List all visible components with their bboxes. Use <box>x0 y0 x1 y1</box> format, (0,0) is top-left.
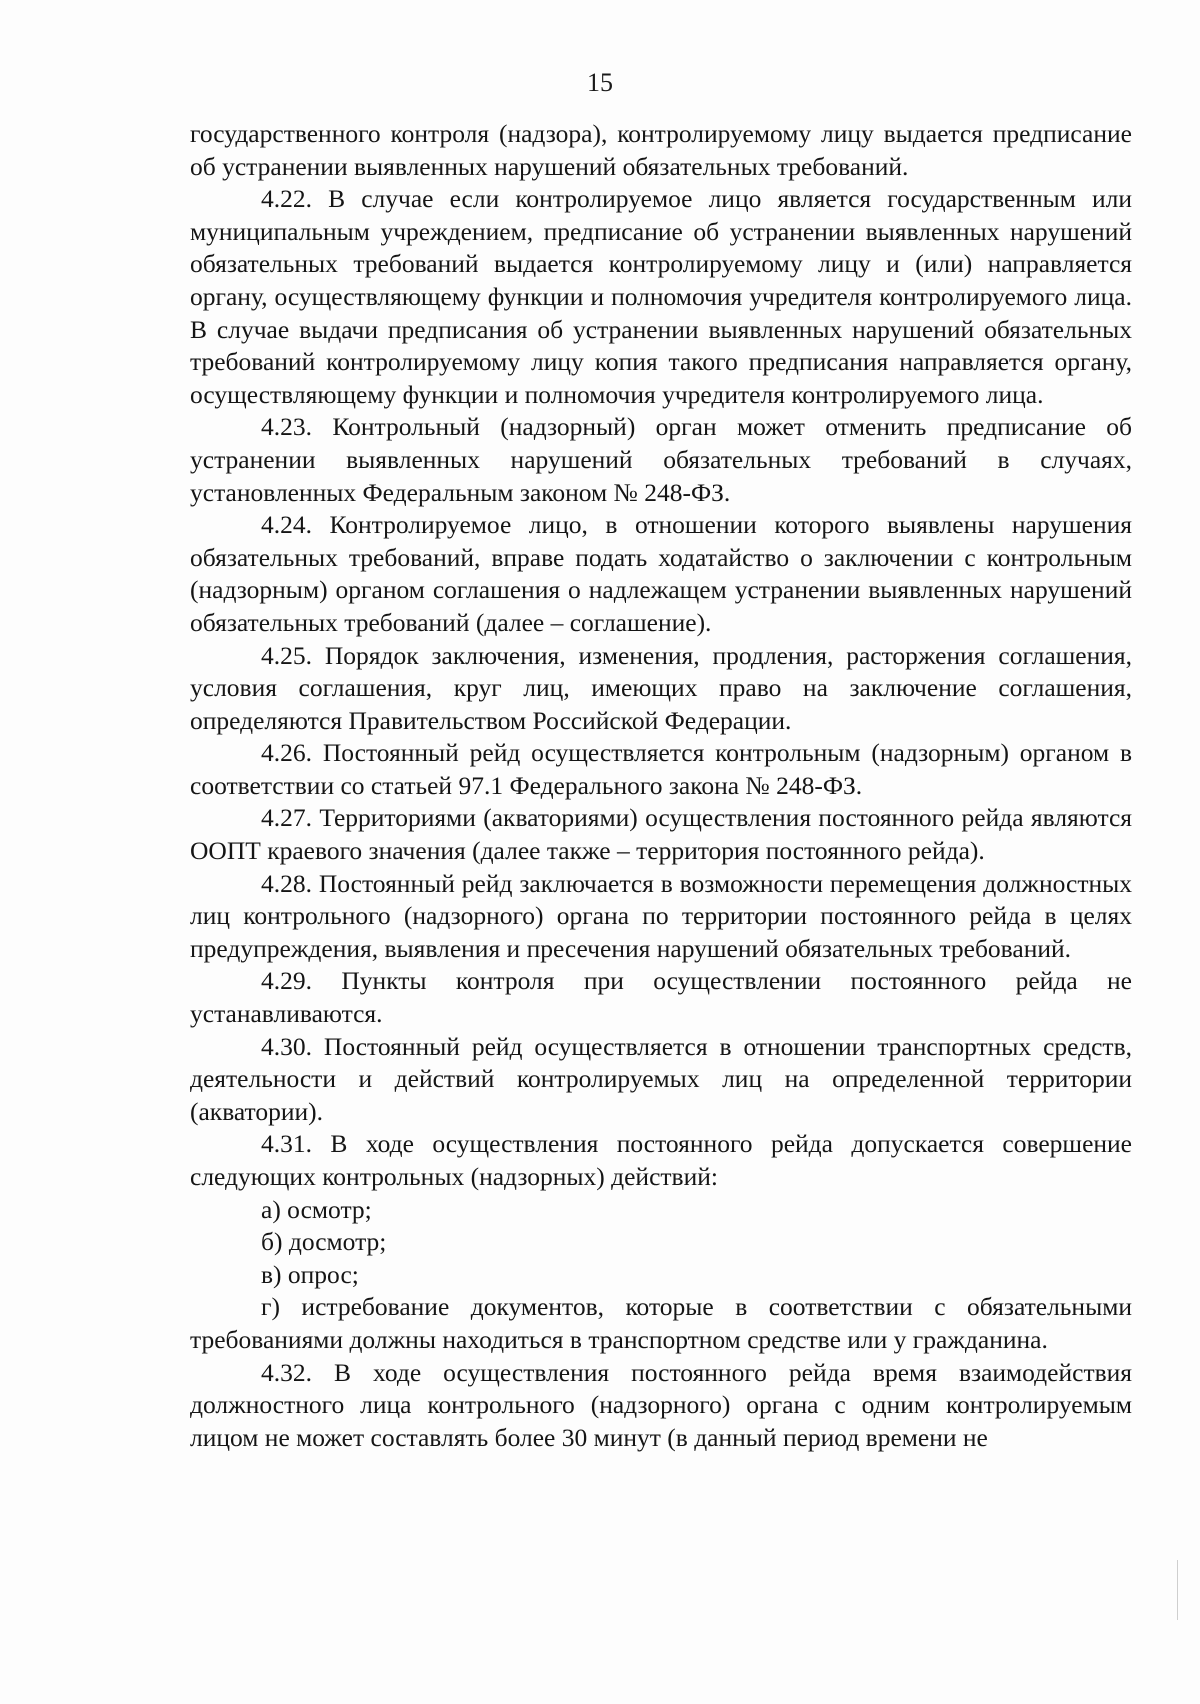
page-number: 15 <box>587 68 613 97</box>
list-item-v: в) опрос; <box>261 1259 359 1289</box>
paragraph-4-25: 4.25. Порядок заключения, изменения, продления, расторжения соглашения, условия соглашения, круг лиц, имеющих право на заключение соглашения, определяются Правительством Российской Федерации. <box>190 640 1132 735</box>
paragraph-4-30: 4.30. Постоянный рейд осуществляется в отношении транспортных средств, деятельности и действий контролируемых лиц на определенной территории (акватории). <box>190 1031 1132 1126</box>
scan-edge-mark <box>1177 1560 1178 1620</box>
list-item-g: г) истребование документов, которые в соответствии с обязательными требованиями должны находиться в транспортном средстве или у гражданина. <box>190 1292 1132 1354</box>
list-item-a: а) осмотр; <box>261 1194 372 1224</box>
paragraph-4-28: 4.28. Постоянный рейд заключается в возможности перемещения должностных лиц контрольного (надзорного) органа по территории постоянного рейда в целях предупреждения, выявления и пресечения нарушений обязательных требований. <box>190 868 1132 963</box>
paragraph-4-22: 4.22. В случае если контролируемое лицо является государственным или муниципальным учреждением, предписание об устранении выявленных нарушений обязательных требований выдается контролируемому лицу и (или) направляется органу, осуществляющему функции и полномочия учредителя контролируемого лица. В случае выдачи предписания об устранении выявленных нарушений обязательных требований контролируемому лицу копия такого предписания направляется органу, осуществляющему функции и полномочия учредителя контролируемого лица. <box>190 184 1132 409</box>
list-item-b: б) досмотр; <box>261 1227 387 1257</box>
paragraph-4-24: 4.24. Контролируемое лицо, в отношении которого выявлены нарушения обязательных требований, вправе подать ходатайство о заключении с контрольным (надзорным) органом соглашения о надлежащем устранении выявленных нарушений обязательных требований (далее – соглашение). <box>190 510 1132 637</box>
paragraph-4-29: 4.29. Пункты контроля при осуществлении постоянного рейда не устанавливаются. <box>190 966 1132 1029</box>
paragraph-continuation: государственного контроля (надзора), контролируемому лицу выдается предписание об устранении выявленных нарушений обязательных требований. <box>190 119 1132 181</box>
document-body <box>190 118 1132 1454</box>
paragraph-4-23: 4.23. Контрольный (надзорный) орган может отменить предписание об устранении выявленных нарушений обязательных требований в случаях, установленных Федеральным законом № 248-ФЗ. <box>190 412 1132 507</box>
paragraph-4-26: 4.26. Постоянный рейд осуществляется контрольным (надзорным) органом в соответствии со статьей 97.1 Федерального закона № 248-ФЗ. <box>190 738 1132 800</box>
paragraph-4-27: 4.27. Территориями (акваториями) осуществления постоянного рейда являются ООПТ краевого значения (далее также – территория постоянного рейда). <box>190 803 1132 866</box>
paragraph-4-31: 4.31. В ходе осуществления постоянного рейда допускается совершение следующих контрольных (надзорных) действий: <box>190 1129 1132 1191</box>
paragraph-4-32: 4.32. В ходе осуществления постоянного рейда время взаимодействия должностного лица контрольного (надзорного) органа с одним контролируемым лицом не может составлять более 30 минут (в данный период времени не <box>190 1357 1132 1452</box>
